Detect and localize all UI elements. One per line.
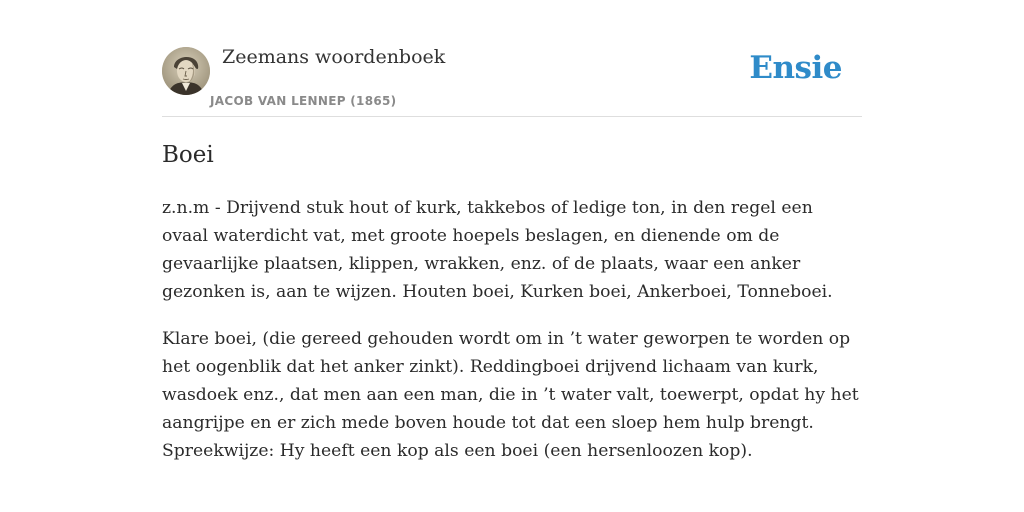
entry-headword: Boei bbox=[162, 142, 214, 168]
dictionary-title[interactable]: Zeemans woordenboek bbox=[222, 46, 446, 68]
author-portrait-icon[interactable] bbox=[162, 47, 210, 95]
entry-paragraph: z.n.m - Drijvend stuk hout of kurk, takkebos of ledige ton, in den regel een ovaal waterdicht vat, met groote hoepels beslagen, en dienende om de gevaarlijke plaatsen, klippen, wrakken, enz. of de plaats, waar een anker gezonken is, aan te wijzen. Houten boei, Kurken boei, Ankerboei, Tonneboei. bbox=[162, 198, 833, 302]
portrait-engraving-icon bbox=[162, 47, 210, 95]
ensie-logo-link[interactable]: Ensie bbox=[749, 50, 842, 86]
entry-content bbox=[162, 140, 862, 484]
dictionary-author: JACOB VAN LENNEP (1865) bbox=[210, 94, 397, 108]
entry-paragraph: Klare boei, (die gereed gehouden wordt om in ’t water geworpen te worden op het oogenblik dat het anker zinkt). Reddingboei drijvend lichaam van kurk, wasdoek enz., dat men aan een man, die in ’t water valt, toewerpt, opdat hy het aangrijpe en er zich mede boven houde tot dat een sloep hem hulp brengt. Spreekwijze: Hy heeft een kop als een boei (een hersenloozen kop). bbox=[162, 329, 859, 461]
dictionary-header bbox=[162, 44, 862, 117]
